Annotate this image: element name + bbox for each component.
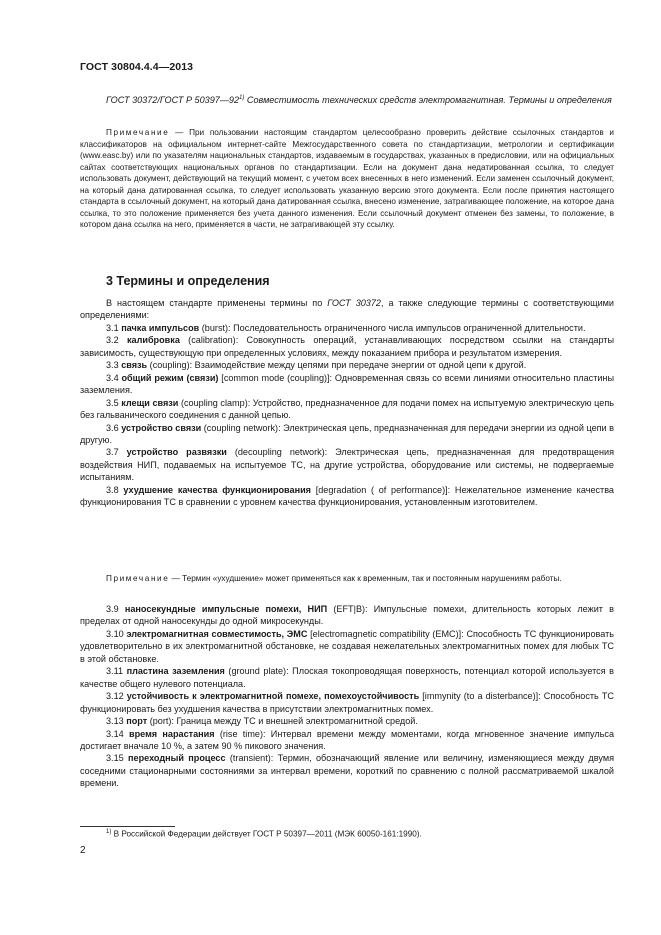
term-definition	[80, 446, 614, 483]
note-label: Примечание	[106, 128, 170, 137]
term-number: 3.3	[106, 360, 119, 371]
term-text: [degradation ( of performance)]: Нежелательное изменение качества функционирования ТС в сравнении с уровнем качества функционирования, установленным изготовителем.	[80, 484, 614, 508]
note-label: Примечание	[106, 574, 170, 583]
term-name: клещи связи	[121, 397, 179, 408]
term-name: пачка импульсов	[121, 322, 200, 333]
term-number: 3.5	[106, 397, 119, 408]
term-definition	[80, 628, 614, 665]
term-name: устойчивость к электромагнитной помехе, помехоустойчивость	[126, 691, 420, 702]
term-number: 3.11	[106, 666, 124, 677]
term-number: 3.4	[106, 372, 119, 383]
term-number: 3.8	[106, 484, 119, 495]
note-block	[80, 573, 614, 585]
term-text: (EFT|B): Импульсные помехи, длительность которых лежит в пределах от одной наносекунды до одной микросекунды.	[80, 604, 614, 627]
term-name: порт	[126, 716, 148, 727]
reference-footnote-mark: 1)	[239, 95, 245, 101]
term-definition	[80, 484, 614, 509]
term-text: (coupling clamp): Устройство, предназначенное для подачи помех на испытуемую электрическую цепь без гальванического соединения с данной цепью.	[80, 397, 614, 421]
term-definition	[80, 728, 614, 753]
term-text: (port): Граница между ТС и внешней электромагнитной средой.	[147, 716, 418, 727]
term-name: переходный процесс	[128, 753, 226, 764]
term-name: устройство развязки	[126, 447, 227, 458]
term-text: (rise time): Интервал времени между моментами, когда мгновенное значение импульса достигает вначале 10 %, а затем 90 % пикового значения.	[80, 728, 615, 751]
term-name: связь	[121, 360, 148, 371]
term-definition	[80, 359, 614, 371]
term-definition	[80, 603, 614, 628]
note-dash: —	[169, 574, 183, 583]
term-text: [immynity (to a disterbance)]: Способность ТС функционировать без ухудшения качества в присутствии электромагнитных помех.	[80, 691, 614, 714]
term-name: ухудшение качества функционирования	[123, 484, 311, 495]
term-text: (decoupling network): Электрическая цепь, предназначенная для предотвращения воздействия НИП, подаваемых на испытуемое ТС, на другие устройства, оборудование или системы, не подвергаемые испытаниям.	[80, 447, 614, 483]
term-definition	[80, 334, 614, 359]
term-text: [electromagnetic compatibility (EMC)]: Способность ТС функционировать удовлетворительно в их электромагнитной обстановке, не создавая нежелательных электромагнитных помех для любых ТС в этой обстановке.	[80, 628, 615, 664]
term-name: общий режим (связи)	[121, 372, 219, 383]
term-number: 3.12	[106, 691, 124, 702]
section-title: 3 Термины и определения	[106, 274, 270, 288]
term-definition	[80, 752, 614, 789]
footnote	[106, 829, 422, 839]
footnote-text: В Российской Федерации действует ГОСТ Р 50397—2011 (МЭК 60050-161:1990).	[111, 829, 422, 839]
term-text: (ground plate): Плоская токопроводящая поверхность, потенциал которой используется в качестве общего нулевого потенциала.	[80, 666, 615, 689]
note-block	[80, 127, 614, 231]
term-definition	[80, 397, 614, 422]
term-text: (burst): Последовательность ограниченного числа импульсов ограниченной длительности.	[199, 322, 586, 333]
intro-text-end: , а также следующие термины с соответствующими определениями:	[80, 298, 614, 321]
reference-title: Совместимость технических средств электромагнитная. Термины и определения	[246, 95, 612, 106]
term-name: устройство связи	[121, 422, 202, 433]
note-dash: —	[169, 128, 190, 137]
term-number: 3.14	[106, 728, 124, 739]
normative-reference	[80, 92, 614, 106]
terms-list	[80, 297, 614, 509]
term-number: 3.2	[106, 335, 119, 346]
term-name: наносекундные импульсные помехи, НИП	[124, 604, 328, 614]
term-number: 3.15	[106, 753, 124, 764]
reference-code: ГОСТ 30372/ГОСТ Р 50397—92	[106, 95, 240, 106]
term-definition	[80, 322, 614, 334]
term-definition	[80, 715, 614, 727]
note-text: Термин «ухудшение» может применяться как к временным, так и постоянным нарушениям работы.	[182, 574, 562, 583]
page-number: 2	[80, 845, 86, 856]
term-definition	[80, 665, 614, 690]
term-definition	[80, 422, 614, 447]
document-header: ГОСТ 30804.4.4—2013	[80, 61, 194, 73]
term-text: (coupling): Взаимодействие между цепями при передаче энергии от одной цепи к другой.	[147, 360, 527, 371]
term-number: 3.1	[106, 322, 119, 333]
note-text: При пользовании настоящим стандартом целесообразно проверить действие ссылочных стандартов и классификаторов на официальном интернет-сайте Межгосударственного совета по стандартизации, метрологии и сертификации (www.easc.by) или по указателям национальных стандартов, издаваемым в государствах, указанных в предисловии, или на официальных сайтах соответствующих национальных органов по стандартизации. Если на документ дана недатированная ссылка, то следует использовать документ, действующий на текущий момент, с учетом всех внесенных в него изменений. Если заменен ссылочный документ, на который дана датированная ссылка, то следует использовать указанную версию этого документа. Если после принятия настоящего стандарта в ссылочный документ, на который дана датированная ссылка, внесено изменение, затрагивающее положение, на которое дана ссылка, то это положение применяется без учета данного изменения. Если ссылочный документ отменен без замены, то положение, в котором дана ссылка на него, применяется в части, не затрагивающей эту ссылку.	[80, 128, 614, 230]
term-name: время нарастания	[129, 728, 215, 739]
term-number: 3.9	[106, 604, 119, 614]
term-definition	[80, 372, 614, 397]
term-name: электромагнитная совместимость, ЭМС	[126, 628, 308, 639]
term-number: 3.13	[106, 716, 124, 727]
term-text: (coupling network): Электрическая цепь, предназначенная для передачи энергии из одной цепи в другую.	[80, 422, 614, 445]
footnote-mark: 1)	[106, 829, 112, 835]
intro-paragraph	[80, 297, 614, 322]
term-number: 3.6	[106, 422, 119, 433]
intro-text: В настоящем стандарте применены термины по	[106, 298, 328, 308]
term-text: [common mode (coupling)]: Одновременная связь со всеми линиями относительно пластины заземления.	[80, 372, 614, 396]
term-text: (transient): Термин, обозначающий явление или величину, изменяющиеся между двумя соседними стационарными состояниями за интервал времени, короткий по сравнению с полной рассматриваемой шкалой времени.	[80, 753, 614, 789]
term-text: (calibration): Совокупность операций, устанавливающих посредством ссылки на стандарты зависимость, существующую при определенных условиях, между показанием прибора и результатом измерения.	[80, 335, 614, 358]
term-name: пластина заземления	[126, 666, 225, 677]
intro-reference: ГОСТ 30372	[327, 298, 381, 308]
terms-list	[80, 603, 614, 790]
term-number: 3.10	[106, 628, 124, 639]
footnote-divider	[80, 826, 175, 827]
term-definition	[80, 690, 614, 715]
term-number: 3.7	[106, 447, 119, 458]
term-name: калибровка	[126, 335, 180, 346]
